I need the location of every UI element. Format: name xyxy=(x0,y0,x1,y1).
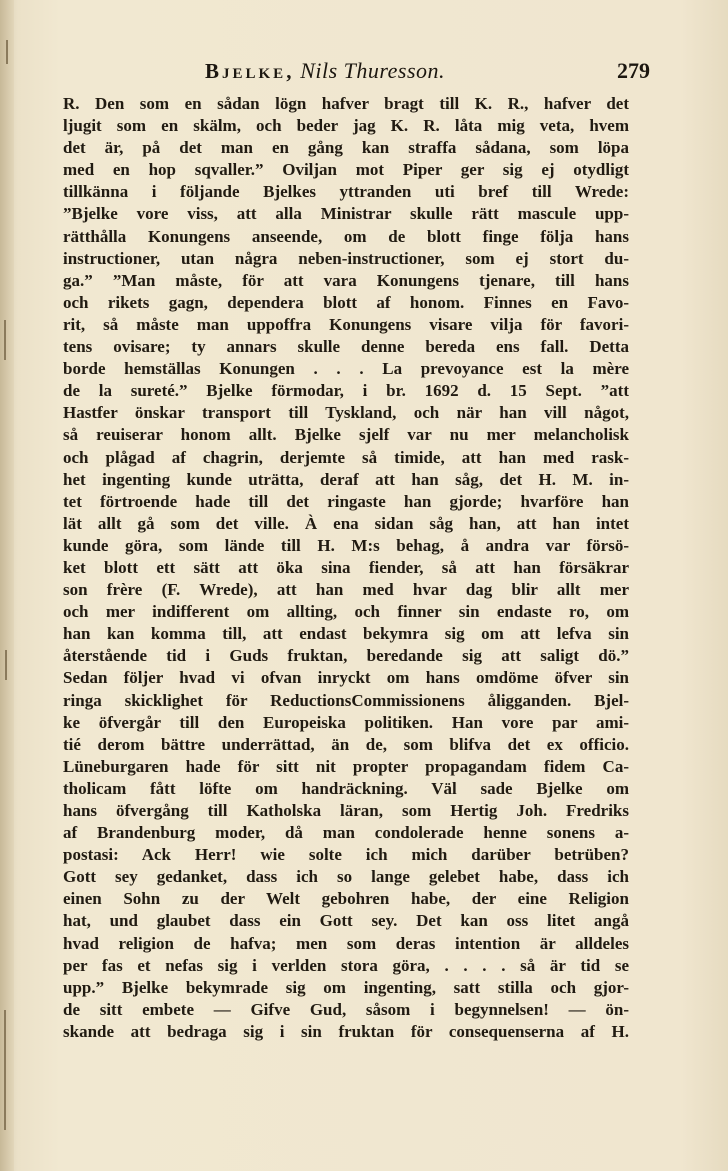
text-line: ”Bjelke vore viss, att alla Ministrar skulle rätt mascule upp- xyxy=(63,204,629,224)
text-line: de la sureté.” Bjelke förmodar, i br. 1692 d. 15 Sept. ”att xyxy=(63,381,629,401)
text-line: ke öfvergår till den Europeiska politiken. Han vore par ami- xyxy=(63,712,629,732)
margin-mark xyxy=(6,40,8,64)
text-line: så reuiserar honom allt. Bjelke sjelf var nu mer melancholisk xyxy=(63,425,629,445)
text-line: och plågad af chagrin, derjemte så timide, att han med rask- xyxy=(63,447,629,467)
text-line: hans öfvergång till Katholska läran, som Hertig Joh. Fredriks xyxy=(63,801,629,820)
text-line: tillkänna i följande Bjelkes yttranden uti bref till Wrede: xyxy=(63,182,629,202)
running-head xyxy=(205,58,445,84)
text-line: kunde göra, som lände till H. M:s behag, å andra var försö- xyxy=(63,535,629,555)
text-line: de sitt embete — Gifve Gud, såsom i begynnelsen! — ön- xyxy=(63,999,629,1019)
text-line: tholicam fått löfte om handräckning. Väl sade Bjelke om xyxy=(63,778,629,798)
text-line: Sedan följer hvad vi ofvan inryckt om hans omdöme öfver sin xyxy=(63,668,629,688)
margin-mark xyxy=(4,1010,6,1130)
text-line: tet förtroende hade till det ringaste han gjorde; hvarföre han xyxy=(63,491,629,511)
text-line: Gott sey gedanket, dass ich so lange gelebet habe, dass ich xyxy=(63,867,629,887)
running-head-italic: Nils Thuresson. xyxy=(300,58,446,83)
margin-mark xyxy=(4,320,6,360)
text-line: hat, und glaubet dass ein Gott sey. Det kan oss litet angå xyxy=(63,911,629,931)
text-line: einen Sohn zu der Welt gebohren habe, der eine Religion xyxy=(63,889,629,909)
text-line: af Brandenburg moder, då man condolerade henne sonens a- xyxy=(63,823,629,843)
text-line: och rikets gagn, dependera blott af honom. Finnes en Favo- xyxy=(63,292,629,312)
text-line: ga.” ”Man måste, för att vara Konungens tjenare, till hans xyxy=(63,270,629,290)
text-line: het ingenting kunde uträtta, deraf att han såg, det H. M. in- xyxy=(63,469,629,489)
text-line: rätthålla Konungens anseende, om de blott finge följa hans xyxy=(63,226,629,246)
text-line: borde hemställas Konungen . . . La prevoyance est la mère xyxy=(63,359,629,379)
text-line: ket blott ett sätt att öka sina fiender, så att han försäkrar xyxy=(63,557,629,577)
text-line: instructioner, utan några neben-instructioner, som ej stort du- xyxy=(63,248,629,268)
text-line: postasi: Ack Herr! wie solte ich mich darüber betrüben? xyxy=(63,845,629,865)
text-line: och mer indifferent om allting, och finner sin endaste ro, om xyxy=(63,602,629,622)
body-text xyxy=(63,93,629,1043)
binding-edge xyxy=(0,0,14,1171)
text-line: R. Den som en sådan lögn hafver bragt till K. R., hafver det xyxy=(63,94,629,113)
text-line: lät allt gå som det ville. À ena sidan såg han, att han intet xyxy=(63,513,629,533)
margin-mark xyxy=(5,650,7,680)
text-line: tié derom bättre underrättad, än de, som blifva det ex officio. xyxy=(63,734,629,754)
text-line: tens ovisare; ty annars skulle denne bereda ens fall. Detta xyxy=(63,337,629,357)
text-line: son frère (F. Wrede), att han med hvar dag blir allt mer xyxy=(63,580,629,600)
text-line: skande att bedraga sig i sin fruktan för consequenserna af H. xyxy=(63,1021,629,1041)
text-line: rit, så måste man uppoffra Konungens visare vilja för favori- xyxy=(63,314,629,334)
text-line: hvad religion de hafva; men som deras intention är alldeles xyxy=(63,933,629,953)
page-header xyxy=(0,58,728,88)
text-line: han kan komma till, att endast bekymra sig om att lefva sin xyxy=(63,624,629,644)
running-head-name: Bjelke, xyxy=(205,59,295,83)
text-line: ljugit som en skälm, och beder jag K. R. låta mig veta, hvem xyxy=(63,116,629,136)
text-line: återstående tid i Guds fruktan, beredande sig att saligt dö.” xyxy=(63,646,629,666)
text-line: med en hop sqvaller.” Oviljan mot Piper ger sig ej otydligt xyxy=(63,160,629,180)
text-line: Lüneburgaren hade för sitt nit propter propagandam fidem Ca- xyxy=(63,756,629,776)
text-line: per fas et nefas sig i verlden stora göra, . . . . så är tid se xyxy=(63,955,629,975)
text-line: Hastfer önskar transport till Tyskland, och när han vill något, xyxy=(63,403,629,423)
text-line: det är, på det man en gång kan straffa sådana, som löpa xyxy=(63,138,629,158)
page-number: 279 xyxy=(617,58,650,83)
text-line: upp.” Bjelke bekymrade sig om ingenting, satt stilla och gjor- xyxy=(63,977,629,997)
text-line: ringa skicklighet för ReductionsCommissionens åligganden. Bjel- xyxy=(63,690,629,710)
